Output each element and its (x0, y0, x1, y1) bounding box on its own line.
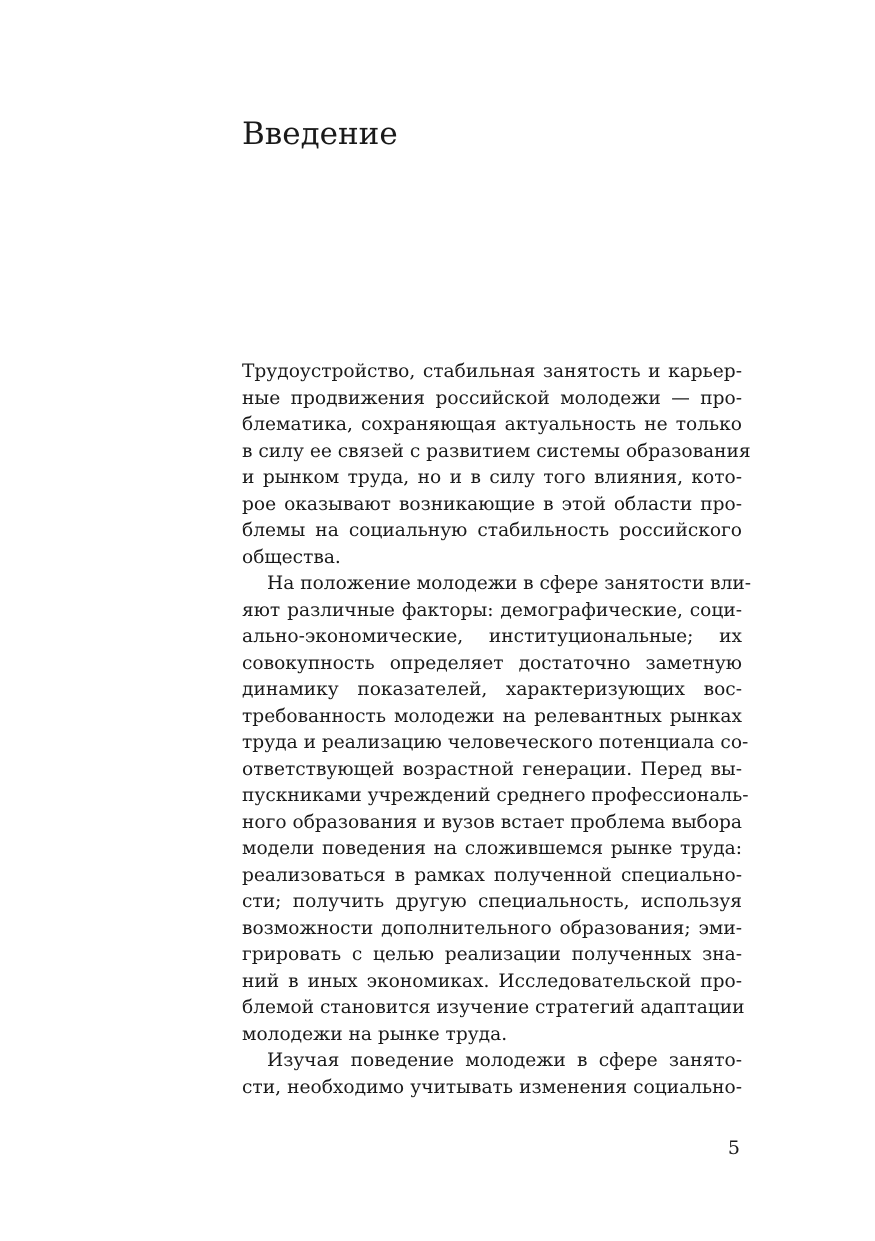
text-line: ные продвижения российской молодежи — про- (242, 387, 742, 409)
text-line: ний в иных экономиках. Исследовательской про- (242, 970, 742, 992)
text-line: молодежи на рынке труда. (242, 1023, 508, 1045)
paragraph (242, 1048, 742, 1101)
text-line: ного образования и вузов встает проблема выбора (242, 811, 742, 833)
text-line: пускниками учреждений среднего профессиональ- (242, 785, 749, 806)
text-line: На положение молодежи в сфере занятости вли- (267, 573, 752, 594)
text-line: Изучая поведение молодежи в сфере занято- (267, 1050, 742, 1071)
text-line: блемы на социальную стабильность российского (242, 520, 742, 541)
page-title: Введение (242, 116, 398, 152)
text-line: яют различные факторы: демографические, соци- (242, 599, 742, 621)
text-line: возможности дополнительного образования; эми- (242, 917, 742, 939)
text-line: труда и реализацию человеческого потенциала со- (242, 732, 749, 753)
text-line: требованность молодежи на релевантных рынках (242, 705, 742, 727)
text-line: совокупность определяет достаточно заметную (242, 652, 742, 674)
text-line: блематика, сохраняющая актуальность не только (242, 414, 742, 435)
text-line: сти, необходимо учитывать изменения социально- (242, 1076, 742, 1098)
text-line: грировать с целью реализации полученных зна- (242, 944, 742, 965)
text-line: динамику показателей, характеризующих вос- (242, 679, 742, 700)
page-number: 5 (727, 1137, 740, 1159)
text-line: Трудоустройство, стабильная занятость и карьер- (242, 361, 742, 382)
text-line: реализоваться в рамках полученной специально- (242, 864, 742, 886)
text-line: в силу ее связей с развитием системы образования (242, 440, 751, 462)
text-line: ответствующей возрастной генерации. Перед вы- (242, 758, 742, 780)
paragraph (242, 359, 751, 571)
text-line: блемой становится изучение стратегий адаптации (242, 997, 745, 1018)
text-line: ально-экономические, институциональные; их (242, 626, 742, 647)
body-text (242, 359, 752, 1101)
text-line: и рынком труда, но и в силу того влияния, кото- (242, 467, 742, 488)
text-line: модели поведения на сложившемся рынке труда: (242, 838, 742, 859)
paragraph (242, 571, 752, 1048)
text-line: рое оказывают возникающие в этой области про- (242, 493, 742, 515)
text-line: общества. (242, 546, 341, 568)
text-line: сти; получить другую специальность, используя (242, 891, 742, 912)
